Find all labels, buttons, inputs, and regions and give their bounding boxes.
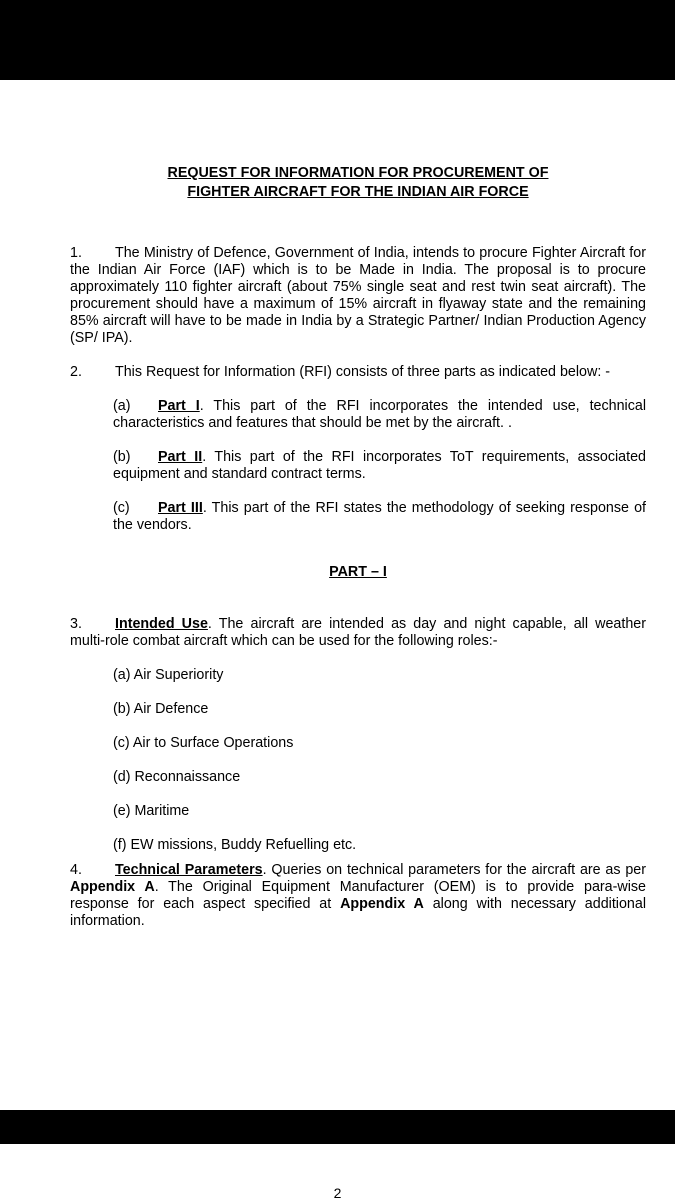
appendix-reference: Appendix A (340, 896, 424, 912)
paragraph-number: 2. (70, 364, 82, 380)
bottom-black-bar (0, 1110, 675, 1144)
top-black-bar (0, 0, 675, 80)
role-item: (b) Air Defence (113, 701, 209, 717)
paragraph-number: 3. (70, 616, 82, 632)
role-item: (d) Reconnaissance (113, 769, 241, 785)
paragraph-text: . The aircraft are intended as day and night capable, all weather multi-role combat aircraft which can be used for the following roles:- (70, 616, 646, 649)
paragraph-text: This Request for Information (RFI) consists of three parts as indicated below: - (115, 364, 611, 380)
paragraph-1 (70, 245, 646, 347)
paragraph-text: . Queries on technical parameters for the aircraft are as per (262, 862, 646, 878)
role-item: (f) EW missions, Buddy Refuelling etc. (113, 837, 357, 853)
sub-item-text: . This part of the RFI states the methodology of seeking response of the vendors. (113, 500, 646, 533)
paragraph-text: The Ministry of Defence, Government of India, intends to procure Fighter Aircraft for the Indian Air Force (IAF) which is to be Made in India. The proposal is to procure approximately 110 fighter aircraft (about 75% single seat and rest twin seat aircraft). The procurement should have a maximum of 15% aircraft in flyaway state and the remaining 85% aircraft will have to be made in India by a Strategic Partner/ Indian Production Agency (SP/ IPA). (70, 245, 646, 346)
paragraph-text: along with necessary additional information. (70, 896, 647, 929)
appendix-reference: Appendix A (70, 879, 155, 895)
sub-item-text: . This part of the RFI incorporates ToT requirements, associated equipment and standard contract terms. (113, 449, 646, 482)
paragraph-2 (70, 364, 646, 381)
sub-item-b (70, 449, 646, 483)
paragraph-title: Technical Parameters (115, 862, 263, 878)
paragraph-3 (70, 616, 646, 650)
sub-item-c (70, 500, 646, 534)
paragraph-title: Intended Use (115, 616, 208, 632)
title-line-2: FIGHTER AIRCRAFT FOR THE INDIAN AIR FORCE (187, 184, 529, 200)
paragraph-4 (70, 862, 646, 930)
page-number: 2 (333, 1185, 342, 1201)
paragraph-number: 4. (70, 862, 82, 878)
sub-item-title: Part I (158, 398, 200, 414)
sub-item-a (70, 398, 646, 432)
role-item: (a) Air Superiority (113, 667, 224, 683)
sub-item-label: (c) (113, 500, 130, 516)
part-heading: PART – I (329, 564, 387, 580)
sub-item-label: (b) (113, 449, 131, 465)
paragraph-number: 1. (70, 245, 82, 261)
title-line-1: REQUEST FOR INFORMATION FOR PROCUREMENT OF (167, 165, 549, 181)
sub-item-text: . This part of the RFI incorporates the intended use, technical characteristics and features that should be met by the aircraft. . (113, 398, 646, 431)
paragraph-text: . The Original Equipment Manufacturer (OEM) is to provide para-wise response for each aspect specified at (70, 879, 646, 912)
role-item: (c) Air to Surface Operations (113, 735, 294, 751)
document-title (70, 164, 646, 202)
role-item: (e) Maritime (113, 803, 190, 819)
sub-item-label: (a) (113, 398, 131, 414)
sub-item-title: Part II (158, 449, 203, 465)
sub-item-title: Part III (158, 500, 203, 516)
document-body (70, 164, 646, 930)
